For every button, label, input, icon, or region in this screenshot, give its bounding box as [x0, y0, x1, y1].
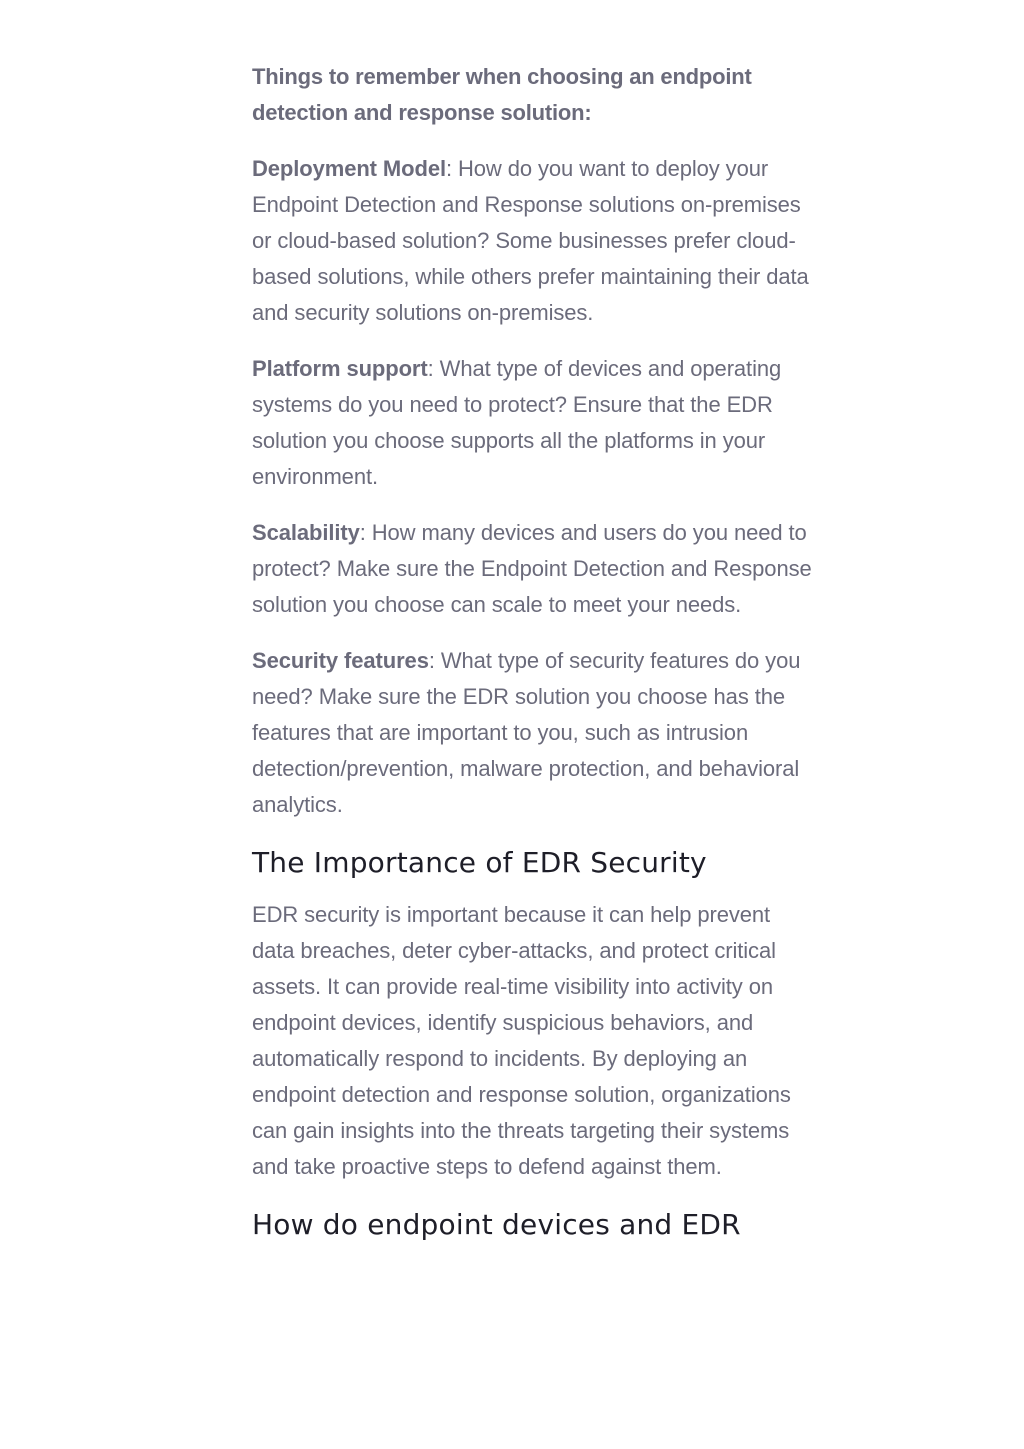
item-text: : What type of devices and operating systems do you need to protect? Ensure that the EDR solution you choose supports all the platforms in your environment. — [252, 356, 782, 489]
item-security-features — [252, 643, 812, 823]
item-term: Platform support — [252, 356, 428, 381]
section-body-importance: EDR security is important because it can help prevent data breaches, deter cyber-attacks, and protect critical assets. It can provide real-time visibility into activity on endpoint devices, identify suspicious behaviors, and automatically respond to incidents. By deploying an endpoint detection and response solution, organizations can gain insights into the threats targeting their systems and take proactive steps to defend against them. — [252, 902, 791, 1179]
item-deployment-model — [252, 151, 812, 331]
item-term: Security features — [252, 648, 429, 673]
item-scalability — [252, 515, 812, 623]
item-text: : What type of security features do you need? Make sure the EDR solution you choose has the features that are important to you, such as intrusion detection/prevention, malware protection, and behavioral analytics. — [252, 648, 801, 817]
section-heading-importance: The Importance of EDR Security — [252, 846, 707, 879]
item-text: : How many devices and users do you need to protect? Make sure the Endpoint Detection and Response solution you choose can scale to meet your needs. — [252, 520, 812, 617]
item-platform-support — [252, 351, 812, 495]
item-text: : How do you want to deploy your Endpoint Detection and Response solutions on-premises or cloud-based solution? Some businesses prefer cloud-based solutions, while others prefer maintaining their data and security solutions on-premises. — [252, 156, 809, 325]
item-term: Deployment Model — [252, 156, 446, 181]
intro-text: Things to remember when choosing an endpoint detection and response solution: — [252, 64, 752, 125]
section-heading-next: How do endpoint devices and EDR — [252, 1208, 741, 1241]
article-body — [252, 59, 812, 1259]
item-term: Scalability — [252, 520, 360, 545]
